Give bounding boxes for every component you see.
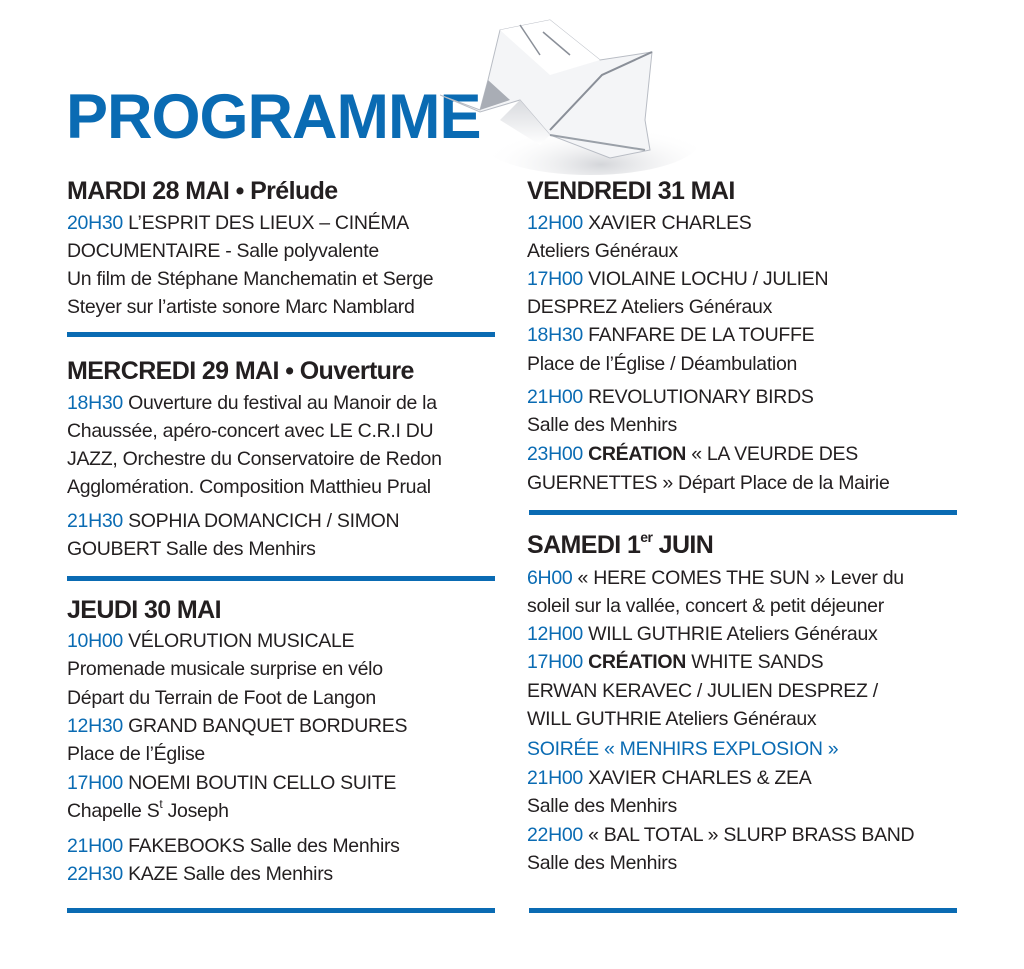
event-line [527, 267, 828, 291]
event-line [67, 211, 409, 235]
section-divider [529, 510, 957, 515]
event-venue: Ateliers Généraux [722, 623, 878, 645]
event-title: XAVIER CHARLES & ZEA [582, 767, 812, 789]
event-title: SOPHIA DOMANCICH / SIMON [122, 510, 400, 532]
event-venue: Salle des Menhirs [177, 863, 333, 885]
event-time: 17H00 [67, 772, 123, 794]
event-time: 18H30 [67, 392, 123, 414]
event-line [527, 650, 823, 674]
event-title: GOUBERT [67, 538, 161, 560]
event-time: 12H00 [527, 623, 583, 645]
event-line [67, 419, 433, 443]
event-description: soleil sur la vallée, concert & petit déjeuner [527, 595, 884, 617]
event-venue: Salle des Menhirs [527, 414, 677, 436]
event-venue: Salle des Menhirs [160, 538, 316, 560]
event-time: 12H00 [527, 212, 583, 234]
event-venue: - Salle polyvalente [220, 240, 379, 262]
event-title: REVOLUTIONARY BIRDS [582, 386, 814, 408]
event-line [527, 766, 811, 790]
event-time: 18H30 [527, 324, 583, 346]
section-divider [529, 908, 957, 913]
event-artists: WILL GUTHRIE [527, 708, 662, 730]
event-title: DESPREZ [527, 296, 618, 318]
event-venue: Place de l’Église / Déambulation [527, 353, 798, 375]
event-venue: Ateliers Généraux [527, 240, 678, 262]
event-title: XAVIER CHARLES [582, 212, 752, 234]
soiree-section-label: SOIRÉE « MENHIRS EXPLOSION » [527, 738, 839, 760]
event-venue: Ateliers Généraux [617, 296, 773, 318]
event-line [67, 771, 396, 795]
event-title: VÉLORUTION MUSICALE [122, 630, 355, 652]
event-artist: JAZZ [67, 448, 113, 470]
event-time: 20H30 [67, 212, 123, 234]
event-line [527, 471, 890, 495]
event-line [527, 323, 814, 347]
event-line [527, 823, 914, 847]
heading-text: JUIN [652, 531, 714, 559]
event-venue: Départ Place de la Mairie [672, 472, 890, 494]
event-line [527, 295, 772, 319]
event-title: L’ESPRIT DES LIEUX – CINÉMA [122, 212, 409, 234]
event-line [67, 629, 354, 653]
day-heading-mardi: MARDI 28 MAI • Prélude [67, 177, 338, 205]
event-time: 21H00 [527, 386, 583, 408]
event-venue: Départ du Terrain de Foot de Langon [67, 687, 376, 709]
event-time: 21H00 [67, 835, 123, 857]
page-title: PROGRAMME [66, 82, 481, 152]
event-venue: Salle des Menhirs [244, 835, 400, 857]
event-title: DOCUMENTAIRE [67, 240, 221, 262]
event-title: WILL GUTHRIE [582, 623, 723, 645]
event-title: « BAL TOTAL » SLURP BRASS BAND [582, 824, 915, 846]
event-title: VIOLAINE LOCHU / JULIEN [582, 268, 829, 290]
event-venue: Salle des Menhirs [527, 795, 677, 817]
event-artists: ERWAN KERAVEC / JULIEN DESPREZ / [527, 680, 878, 702]
heading-text: SAMEDI 1 [527, 531, 641, 559]
event-description: Lever du [825, 567, 904, 589]
event-time: 12H30 [67, 715, 123, 737]
event-title: FANFARE DE LA TOUFFE [582, 324, 815, 346]
event-venue: Ateliers Généraux [661, 708, 817, 730]
event-description: , Orchestre du Conservatoire de Redon [112, 448, 442, 470]
day-heading-samedi [527, 530, 713, 560]
event-title: GRAND BANQUET BORDURES [122, 715, 408, 737]
event-line [67, 862, 333, 886]
event-line [527, 566, 904, 590]
event-line [67, 509, 399, 533]
event-description: Promenade musicale surprise en vélo [67, 658, 383, 680]
venue-superscript: t [159, 797, 163, 811]
venue-text: Chapelle S [67, 800, 160, 822]
event-time: 6H00 [527, 567, 573, 589]
event-time: 22H30 [67, 863, 123, 885]
creation-tag: CRÉATION [582, 443, 687, 465]
folded-paper-illustration [440, 0, 710, 180]
event-line [67, 391, 437, 415]
section-divider [67, 576, 495, 581]
event-time: 21H30 [67, 510, 123, 532]
event-venue: Salle des Menhirs [527, 852, 677, 874]
day-heading-vendredi: VENDREDI 31 MAI [527, 177, 735, 205]
day-heading-jeudi: JEUDI 30 MAI [67, 596, 221, 624]
event-title: KAZE [122, 863, 178, 885]
event-time: 10H00 [67, 630, 123, 652]
event-line [67, 239, 379, 263]
event-line [67, 447, 442, 471]
section-divider [67, 332, 495, 337]
event-line [67, 714, 407, 738]
event-title: GUERNETTES » [527, 472, 673, 494]
event-title: « LA VEURDE DES [686, 443, 858, 465]
event-description: Ouverture du festival au Manoir de la [122, 392, 437, 414]
event-line [527, 211, 752, 235]
event-time: 21H00 [527, 767, 583, 789]
venue-text: Joseph [162, 800, 229, 822]
event-time: 17H00 [527, 268, 583, 290]
event-line [67, 834, 400, 858]
event-line [527, 622, 877, 646]
day-heading-mercredi: MERCREDI 29 MAI • Ouverture [67, 357, 414, 385]
event-line [527, 385, 814, 409]
event-time: 22H00 [527, 824, 583, 846]
event-line [67, 537, 316, 561]
event-time: 23H00 [527, 443, 583, 465]
event-venue: Place de l’Église [67, 743, 205, 765]
event-title: « HERE COMES THE SUN » [572, 567, 826, 589]
event-line [527, 707, 816, 731]
event-description: Chaussée, apéro-concert avec [67, 420, 330, 442]
event-venue [67, 799, 229, 823]
creation-tag: CRÉATION [582, 651, 687, 673]
event-description: Un film de Stéphane Manchematin et Serge [67, 268, 434, 290]
heading-superscript: er [640, 529, 653, 545]
event-title: FAKEBOOKS [122, 835, 245, 857]
event-title: NOEMI BOUTIN CELLO SUITE [122, 772, 397, 794]
event-line [527, 442, 858, 466]
event-description: Agglomération. Composition Matthieu Prual [67, 476, 431, 498]
section-divider [67, 908, 495, 913]
event-description: Steyer sur l’artiste sonore Marc Namblard [67, 296, 415, 318]
event-time: 17H00 [527, 651, 583, 673]
event-artist: LE C.R.I DU [329, 420, 434, 442]
event-title: WHITE SANDS [686, 651, 824, 673]
